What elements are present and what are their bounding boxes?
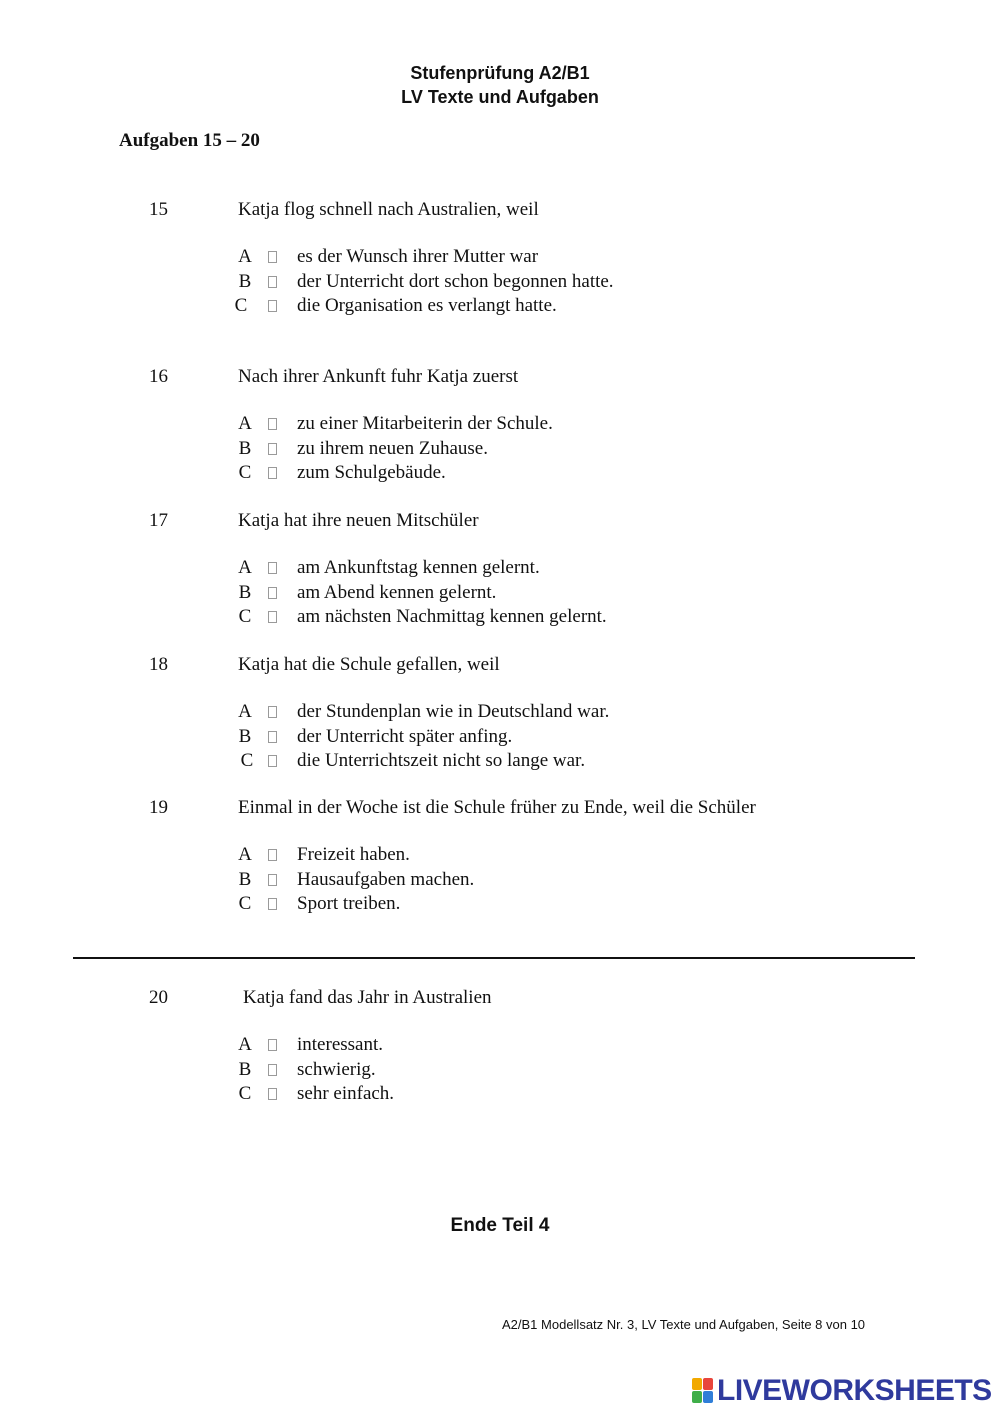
option-text: am nächsten Nachmittag kennen gelernt. — [297, 606, 607, 627]
question-number: 19 — [149, 797, 168, 818]
answer-checkbox[interactable] — [268, 1088, 277, 1100]
answer-checkbox[interactable] — [268, 418, 277, 430]
option-text: zu einer Mitarbeiterin der Schule. — [297, 413, 553, 434]
divider-line — [73, 957, 915, 959]
option-text: zu ihrem neuen Zuhause. — [297, 437, 488, 459]
answer-checkbox[interactable] — [268, 467, 277, 479]
option-text: sehr einfach. — [297, 1083, 395, 1104]
option-text: der Unterricht später anfing. — [297, 725, 513, 747]
option-letter: A — [238, 413, 252, 434]
answer-checkbox[interactable] — [268, 874, 277, 886]
answer-option-c — [0, 606, 900, 631]
question-text: Katja fand das Jahr in Australien — [243, 987, 492, 1008]
answer-checkbox[interactable] — [268, 1064, 277, 1076]
option-letter: B — [238, 581, 252, 603]
option-letter: B — [238, 270, 252, 292]
answer-option-a — [0, 1034, 900, 1059]
answer-checkbox[interactable] — [268, 706, 277, 718]
option-letter: C — [234, 295, 248, 316]
answer-option-b — [0, 438, 900, 463]
end-label: Ende Teil 4 — [450, 1215, 550, 1236]
question-number: 17 — [149, 510, 168, 531]
page-title: Stufenprüfung A2/B1 — [410, 63, 590, 83]
answer-checkbox[interactable] — [268, 300, 277, 312]
option-text: am Ankunftstag kennen gelernt. — [297, 557, 540, 578]
option-text: die Unterrichtszeit nicht so lange war. — [297, 750, 586, 771]
option-letter: A — [238, 557, 252, 578]
option-text: der Stundenplan wie in Deutschland war. — [297, 701, 610, 722]
question-text: Katja flog schnell nach Australien, weil — [238, 199, 539, 220]
option-text: der Unterricht dort schon begonnen hatte. — [297, 270, 614, 292]
answer-option-c — [0, 893, 900, 918]
answer-option-b — [0, 271, 900, 296]
option-text: interessant. — [297, 1034, 384, 1055]
answer-option-c — [0, 1083, 900, 1108]
option-letter: B — [238, 1058, 252, 1080]
option-letter: B — [238, 437, 252, 459]
answer-checkbox[interactable] — [268, 731, 277, 743]
answer-option-a — [0, 557, 900, 582]
answer-checkbox[interactable] — [268, 1039, 277, 1051]
option-text: die Organisation es verlangt hatte. — [297, 295, 557, 316]
page-subtitle: LV Texte und Aufgaben — [401, 87, 599, 107]
option-letter: C — [238, 1083, 252, 1104]
answer-option-a — [0, 246, 900, 271]
option-text: schwierig. — [297, 1058, 376, 1080]
question-number: 15 — [149, 199, 168, 220]
question-text: Einmal in der Woche ist die Schule früher zu Ende, weil die Schüler — [238, 797, 756, 818]
answer-option-a — [0, 844, 900, 869]
answer-option-c — [0, 750, 900, 775]
answer-option-c — [0, 295, 900, 320]
question-text: Katja hat ihre neuen Mitschüler — [238, 510, 479, 531]
answer-checkbox[interactable] — [268, 611, 277, 623]
option-text: Freizeit haben. — [297, 844, 410, 865]
answer-checkbox[interactable] — [268, 898, 277, 910]
answer-option-b — [0, 582, 900, 607]
answer-option-a — [0, 413, 900, 438]
logo-square-4 — [703, 1391, 713, 1403]
section-title: Aufgaben 15 – 20 — [119, 130, 260, 151]
option-letter: B — [238, 725, 252, 747]
logo-square-1 — [692, 1378, 702, 1390]
answer-checkbox[interactable] — [268, 849, 277, 861]
answer-checkbox[interactable] — [268, 587, 277, 599]
liveworksheets-logo-icon — [692, 1378, 714, 1404]
liveworksheets-logo — [692, 1375, 992, 1407]
answer-option-b — [0, 726, 900, 751]
option-letter: C — [238, 606, 252, 627]
answer-option-b — [0, 1059, 900, 1084]
option-letter: C — [238, 462, 252, 483]
option-letter: A — [238, 844, 252, 865]
option-text: Hausaufgaben machen. — [297, 868, 475, 890]
question-number: 16 — [149, 366, 168, 387]
page-footer: A2/B1 Modellsatz Nr. 3, LV Texte und Aufgaben, Seite 8 von 10 — [502, 1317, 866, 1332]
answer-checkbox[interactable] — [268, 562, 277, 574]
answer-checkbox[interactable] — [268, 443, 277, 455]
answer-checkbox[interactable] — [268, 251, 277, 263]
option-letter: A — [238, 246, 252, 267]
question-number: 20 — [149, 987, 168, 1008]
option-letter: C — [238, 893, 252, 914]
answer-option-c — [0, 462, 900, 487]
logo-square-3 — [692, 1391, 702, 1403]
logo-square-2 — [703, 1378, 713, 1390]
option-letter: C — [240, 750, 254, 771]
option-letter: A — [238, 1034, 252, 1055]
option-text: Sport treiben. — [297, 893, 401, 914]
option-text: zum Schulgebäude. — [297, 462, 446, 483]
question-text: Katja hat die Schule gefallen, weil — [238, 654, 500, 675]
option-letter: A — [238, 701, 252, 722]
answer-option-b — [0, 869, 900, 894]
answer-checkbox[interactable] — [268, 755, 277, 767]
option-letter: B — [238, 868, 252, 890]
question-text: Nach ihrer Ankunft fuhr Katja zuerst — [238, 366, 519, 387]
question-number: 18 — [149, 654, 168, 675]
option-text: es der Wunsch ihrer Mutter war — [297, 246, 539, 267]
page-header — [0, 61, 1000, 109]
logo-text: LIVEWORKSHEETS — [717, 1374, 992, 1407]
answer-option-a — [0, 701, 900, 726]
answer-checkbox[interactable] — [268, 276, 277, 288]
option-text: am Abend kennen gelernt. — [297, 581, 497, 603]
